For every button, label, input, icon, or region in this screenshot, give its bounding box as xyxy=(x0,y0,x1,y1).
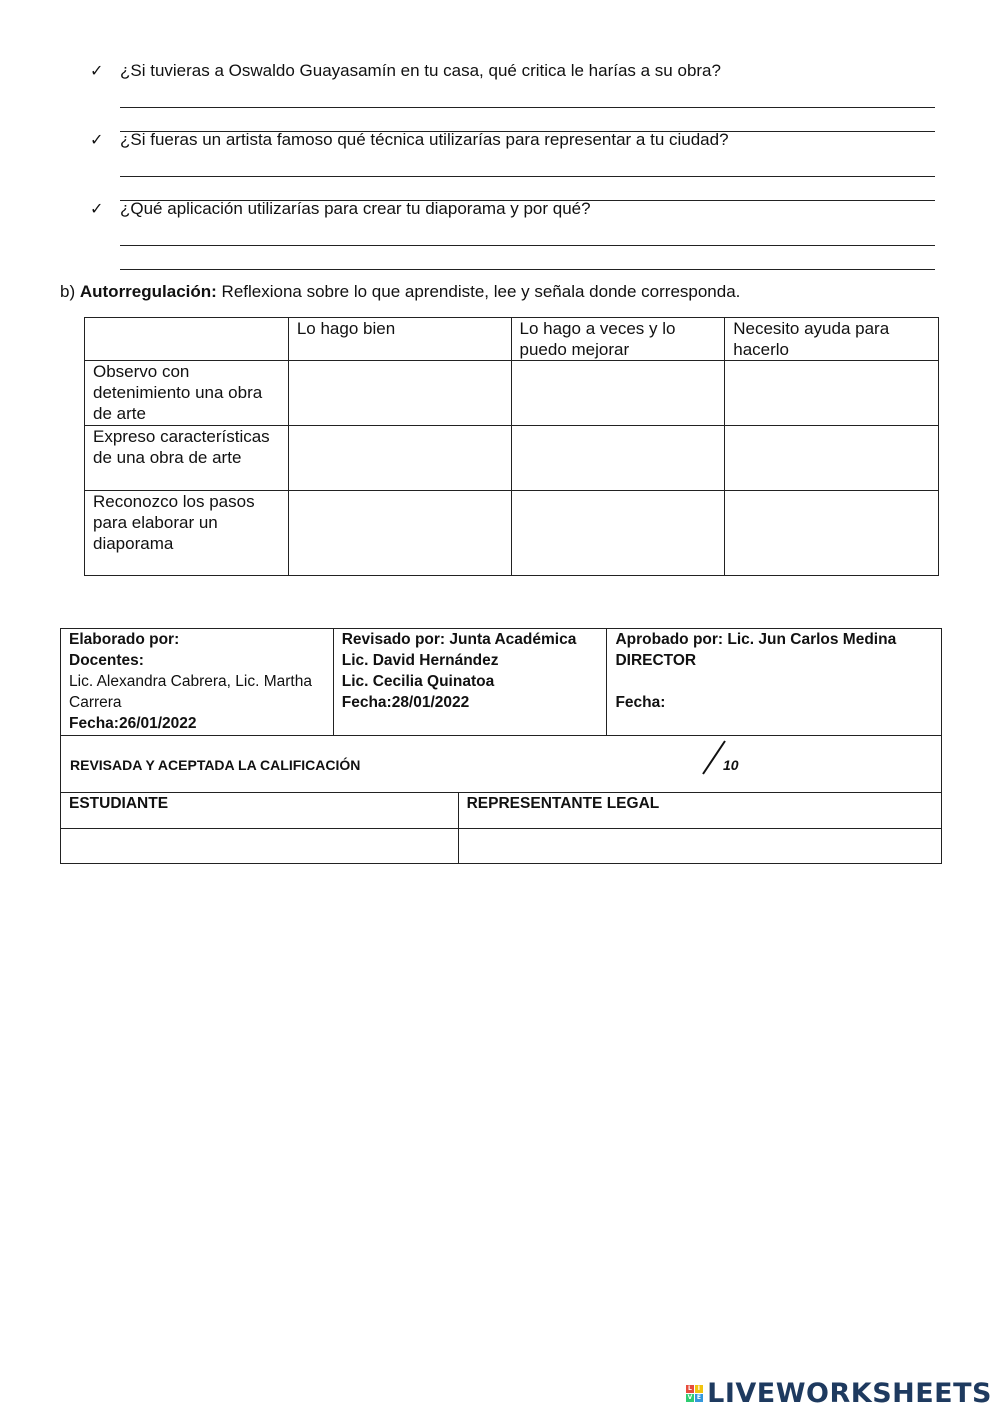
grade-row xyxy=(61,736,942,793)
mark-cell[interactable] xyxy=(511,426,725,491)
section-b-heading xyxy=(60,282,740,302)
student-signature-field[interactable] xyxy=(61,829,459,864)
aprobado-label: Aprobado por: Lic. Jun Carlos Medina xyxy=(615,631,897,648)
answer-line[interactable] xyxy=(120,106,935,108)
mark-cell[interactable] xyxy=(288,426,511,491)
liveworksheets-logo xyxy=(686,1378,992,1409)
elaborado-date: Fecha:26/01/2022 xyxy=(69,715,197,732)
question-text: ¿Si tuvieras a Oswaldo Guayasamín en tu casa, qué critica le harías a su obra? xyxy=(120,61,721,80)
section-instruction: Reflexiona sobre lo que aprendiste, lee y señala donde corresponda. xyxy=(221,282,741,301)
checkmark-icon: ✓ xyxy=(90,63,104,80)
grade-label: REVISADA Y ACEPTADA LA CALIFICACIÓN xyxy=(70,757,361,773)
header-cell: Lo hago a veces y lo puedo mejorar xyxy=(511,318,725,361)
table-row xyxy=(85,491,939,576)
criterion-cell: Reconozco los pasos para elaborar un diaporama xyxy=(85,491,289,576)
brand-name: LIVEWORKSHEETS xyxy=(707,1378,992,1409)
question-2 xyxy=(90,129,935,201)
revisor-name: Lic. David Hernández xyxy=(341,652,499,669)
section-prefix: b) xyxy=(60,282,76,301)
docentes-label: Docentes: xyxy=(69,652,144,669)
table-header-row xyxy=(85,318,939,361)
grade-max: 10 xyxy=(723,757,739,773)
aprobado-date: Fecha: xyxy=(615,694,666,711)
self-assessment-table xyxy=(84,317,939,576)
header-cell: Lo hago bien xyxy=(288,318,511,361)
question-1 xyxy=(90,60,935,132)
mark-cell[interactable] xyxy=(511,361,725,426)
revisado-cell xyxy=(333,629,607,736)
checkmark-icon: ✓ xyxy=(90,132,104,149)
mark-cell[interactable] xyxy=(725,426,939,491)
grade-cell xyxy=(61,736,942,793)
logo-letter: E xyxy=(696,1394,702,1401)
answer-line[interactable] xyxy=(120,175,935,177)
docentes-names: Lic. Alexandra Cabrera, Lic. Martha Carrera xyxy=(69,673,312,711)
answer-line[interactable] xyxy=(120,268,935,270)
mark-cell[interactable] xyxy=(511,491,725,576)
header-cell xyxy=(85,318,289,361)
mark-cell[interactable] xyxy=(288,361,511,426)
aprobado-role: DIRECTOR xyxy=(615,652,697,669)
mark-cell[interactable] xyxy=(725,491,939,576)
signature-header-row xyxy=(61,793,942,829)
signoff-table xyxy=(60,628,942,864)
question-3 xyxy=(90,198,935,270)
elaborado-cell xyxy=(61,629,334,736)
checkmark-icon: ✓ xyxy=(90,201,104,218)
elaborado-label: Elaborado por: xyxy=(69,631,180,648)
question-text: ¿Si fueras un artista famoso qué técnica utilizarías para representar a tu ciudad? xyxy=(120,130,729,149)
guardian-signature-field[interactable] xyxy=(458,829,941,864)
question-text: ¿Qué aplicación utilizarías para crear tu diaporama y por qué? xyxy=(120,199,591,218)
student-label: ESTUDIANTE xyxy=(61,793,459,829)
header-cell: Necesito ayuda para hacerlo xyxy=(725,318,939,361)
answer-line[interactable] xyxy=(120,244,935,246)
signature-row xyxy=(61,829,942,864)
mark-cell[interactable] xyxy=(725,361,939,426)
table-row xyxy=(85,361,939,426)
revisor-name: Lic. Cecilia Quinatoa xyxy=(341,673,495,690)
logo-letter: V xyxy=(687,1394,693,1401)
revisado-date: Fecha:28/01/2022 xyxy=(341,694,470,711)
logo-letter: I xyxy=(695,1385,703,1393)
mark-cell[interactable] xyxy=(288,491,511,576)
aprobado-cell xyxy=(607,629,942,736)
criterion-cell: Expreso características de una obra de arte xyxy=(85,426,289,491)
table-row xyxy=(85,426,939,491)
approval-row xyxy=(61,629,942,736)
criterion-cell: Observo con detenimiento una obra de arte xyxy=(85,361,289,426)
guardian-label: REPRESENTANTE LEGAL xyxy=(458,793,941,829)
revisado-label: Revisado por: Junta Académica xyxy=(341,631,577,648)
brand-logo-icon xyxy=(686,1385,703,1402)
section-title: Autorregulación: xyxy=(79,282,217,301)
logo-letter: L xyxy=(687,1385,693,1392)
